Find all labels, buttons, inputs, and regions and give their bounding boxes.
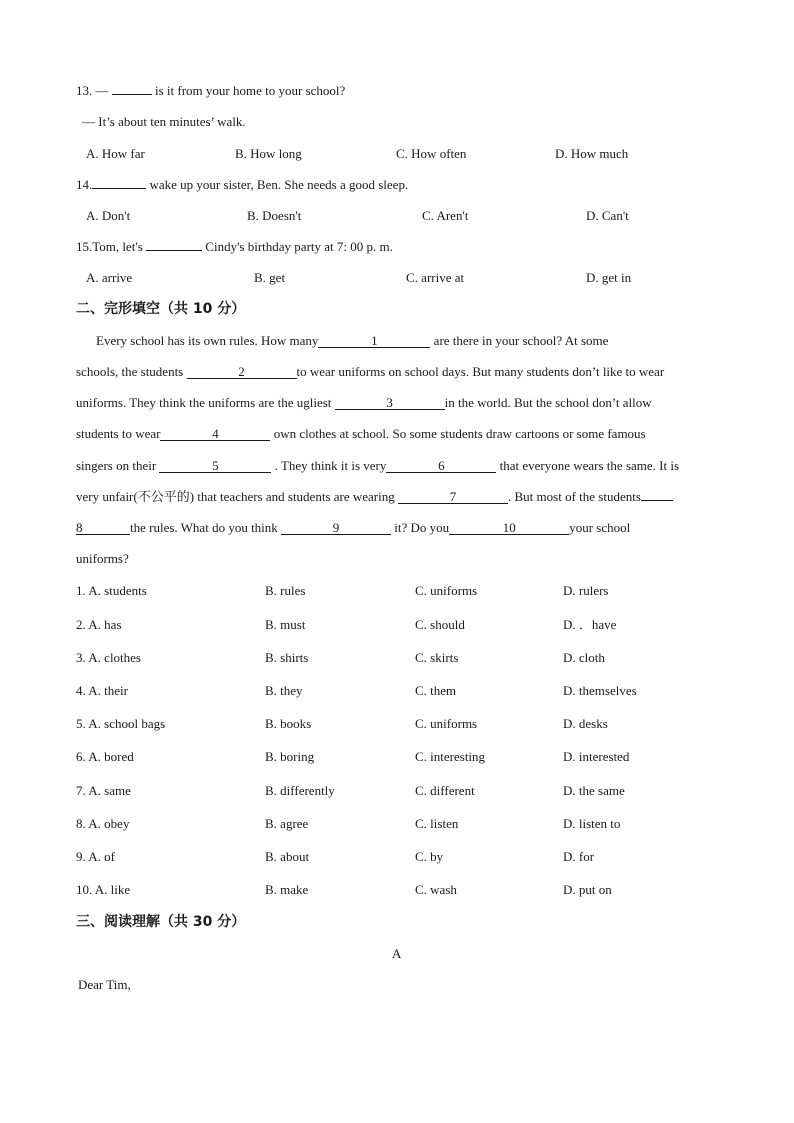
option-15-a: A. arrive [86,270,133,285]
cloze-option-9-b: B. about [265,849,310,864]
cloze-option-7-c: C. different [415,783,475,798]
cloze-line-1 [96,333,608,349]
question-15-number: 15.Tom, let's [76,239,143,254]
passage-text: own clothes at school. So some students draw cartoons or some famous [273,426,646,441]
passage-text: uniforms. They think the uniforms are the ugliest [76,395,332,410]
passage-text: schools, the students [76,364,184,379]
cloze-option-10-a: 10. A. like [76,882,131,897]
cloze-blank-8-start [641,489,673,501]
option-14-b: B. Doesn't [247,208,302,223]
passage-text: are there in your school? At some [433,333,609,348]
option-13-a: A. How far [86,146,145,161]
option-13-b: B. How long [235,146,302,161]
cloze-option-7-b: B. differently [265,783,335,798]
cloze-option-8-d: D. listen to [563,816,621,831]
cloze-option-3-a: 3. A. clothes [76,650,141,665]
cloze-blank-3: 3 [335,396,445,410]
option-15-c: C. arrive at [406,270,465,285]
cloze-blank-2: 2 [187,365,297,379]
passage-part-label: A [392,946,402,961]
letter-salutation: Dear Tim, [78,977,131,992]
question-13 [76,83,345,99]
cloze-blank-7: 7 [398,490,508,504]
cloze-option-4-b: B. they [265,683,303,698]
passage-text: students to wear [76,426,161,441]
cloze-blank-9: 9 [281,521,391,535]
option-14-c: C. Aren't [422,208,469,223]
passage-text: it? Do you [394,520,450,535]
cloze-option-4-d: D. themselves [563,683,637,698]
cloze-option-10-c: C. wash [415,882,457,897]
cloze-option-2-c: C. should [415,617,465,632]
question-13-text: is it from your home to your school? [155,83,346,98]
cloze-option-6-a: 6. A. bored [76,749,134,764]
cloze-option-9-a: 9. A. of [76,849,115,864]
cloze-blank-1: 1 [318,334,430,348]
passage-text: to wear uniforms on school days. But many students don’t like to wear [296,364,665,379]
cloze-option-2-b: B. must [265,617,306,632]
cloze-option-9-d: D. for [563,849,595,864]
cloze-option-1-b: B. rules [265,583,306,598]
cloze-option-7-d: D. the same [563,783,625,798]
section-3-heading: 三、阅读理解（共 30 分） [76,914,246,930]
cloze-option-2-a: 2. A. has [76,617,122,632]
cloze-option-3-b: B. shirts [265,650,309,665]
question-14 [76,177,408,193]
cloze-option-4-c: C. them [415,683,457,698]
answer-blank [146,239,202,251]
question-14-number: 14. [76,177,93,192]
cloze-option-5-a: 5. A. school bags [76,716,166,731]
cloze-option-5-c: C. uniforms [415,716,478,731]
cloze-option-5-b: B. books [265,716,312,731]
cloze-option-3-d: D. cloth [563,650,605,665]
cloze-line-3 [76,395,652,411]
option-14-d: D. Can't [586,208,629,223]
cloze-blank-5: 5 [159,459,271,473]
cloze-line-6 [76,489,673,505]
cloze-blank-10: 10 [449,521,569,535]
question-15-text: Cindy's birthday party at 7: 00 p. m. [205,239,393,254]
passage-text: that everyone wears the same. It is [499,458,680,473]
passage-text: in the world. But the school don’t allow [444,395,652,410]
question-15 [76,239,393,255]
cloze-blank-6: 6 [386,459,496,473]
cloze-option-6-d: D. interested [563,749,630,764]
answer-blank [92,177,146,189]
option-14-a: A. Don't [86,208,131,223]
passage-text: . But most of the students [508,489,641,504]
cloze-line-4 [76,426,646,442]
option-13-c: C. How often [396,146,467,161]
question-14-text: wake up your sister, Ben. She needs a good sleep. [149,177,409,192]
passage-text: the rules. What do you think [130,520,278,535]
question-13-number: 13. — [76,83,109,98]
passage-text: very unfair(不公平的) that teachers and students are wearing [76,489,395,504]
passage-text: singers on their [76,458,157,473]
section-2-heading: 二、完形填空（共 10 分） [76,301,246,317]
cloze-option-10-d: D. put on [563,882,612,897]
cloze-option-4-a: 4. A. their [76,683,128,698]
cloze-option-6-c: C. interesting [415,749,486,764]
option-13-d: D. How much [555,146,629,161]
cloze-option-8-a: 8. A. obey [76,816,130,831]
cloze-option-9-c: C. by [415,849,444,864]
cloze-option-6-b: B. boring [265,749,315,764]
cloze-option-5-d: D. desks [563,716,608,731]
cloze-line-8: uniforms? [76,551,129,566]
passage-text: your school [569,520,631,535]
question-13-reply: — It’s about ten minutes’ walk. [82,114,246,129]
cloze-option-1-d: D. rulers [563,583,609,598]
cloze-option-2-d: D. ．have [563,617,617,632]
cloze-option-10-b: B. make [265,882,309,897]
option-15-b: B. get [254,270,286,285]
cloze-line-2 [76,364,664,380]
answer-blank [112,83,152,95]
cloze-line-7 [76,520,630,536]
cloze-option-1-a: 1. A. students [76,583,147,598]
passage-text: . They think it is very [274,458,387,473]
cloze-blank-4: 4 [160,427,270,441]
cloze-option-7-a: 7. A. same [76,783,131,798]
cloze-blank-8: 8 [76,521,130,535]
option-15-d: D. get in [586,270,632,285]
passage-text: Every school has its own rules. How many [96,333,319,348]
cloze-line-5 [76,458,679,474]
cloze-option-8-c: C. listen [415,816,459,831]
cloze-option-8-b: B. agree [265,816,309,831]
cloze-option-1-c: C. uniforms [415,583,478,598]
cloze-option-3-c: C. skirts [415,650,459,665]
